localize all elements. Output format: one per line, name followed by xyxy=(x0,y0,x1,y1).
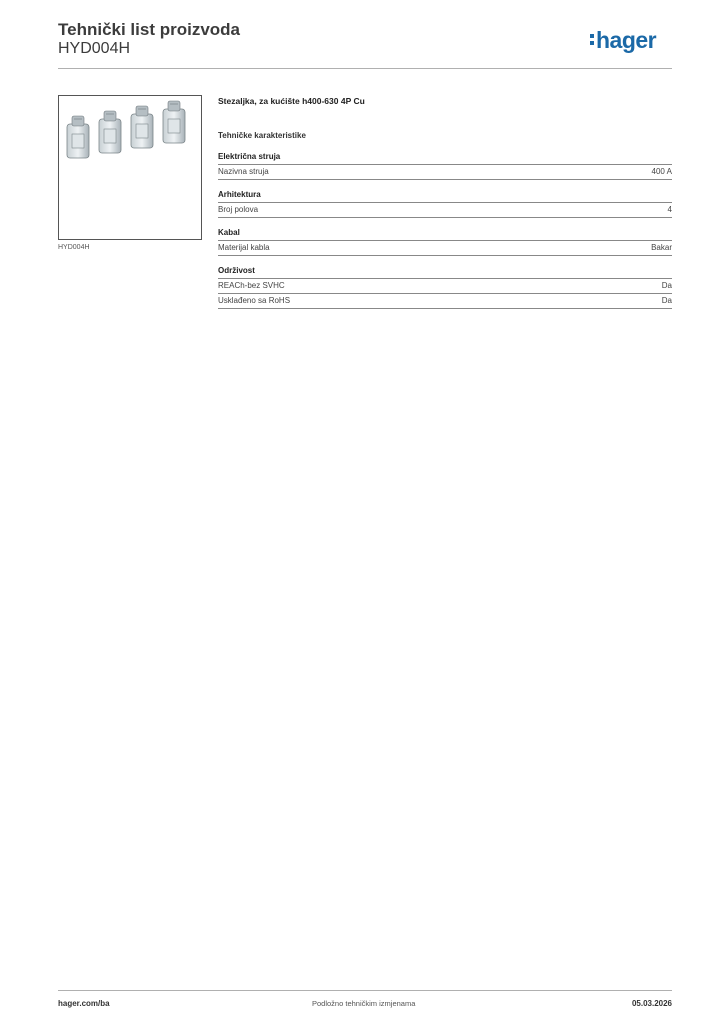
spec-value: Bakar xyxy=(651,243,672,252)
spec-label: Nazivna struja xyxy=(218,167,269,176)
spec-group-electric-current xyxy=(218,152,672,180)
spec-value: Da xyxy=(661,281,672,290)
product-code: HYD004H xyxy=(58,40,131,57)
group-title: Električna struja xyxy=(218,152,672,165)
footer-date: 05.03.2026 xyxy=(631,999,672,1008)
spec-group-cable xyxy=(218,228,672,256)
tech-characteristics-heading: Tehničke karakteristike xyxy=(218,131,306,140)
footer-divider xyxy=(58,990,672,991)
spec-row xyxy=(218,203,672,218)
product-description: Stezaljka, za kućište h400-630 4P Cu xyxy=(218,96,365,106)
page-title: Tehnički list proizvoda xyxy=(58,20,240,39)
group-title: Održivost xyxy=(218,266,672,279)
footer-notice: Podložno tehničkim izmjenama xyxy=(312,999,416,1008)
spec-group-architecture xyxy=(218,190,672,218)
spec-label: Broj polova xyxy=(218,205,259,214)
logo-text: hager xyxy=(596,27,657,53)
spec-row xyxy=(218,165,672,180)
spec-value: 400 A xyxy=(651,167,672,176)
spec-row xyxy=(218,294,672,309)
spec-label: REACh-bez SVHC xyxy=(218,281,285,290)
spec-label: Usklađeno sa RoHS xyxy=(218,296,291,305)
spec-row xyxy=(218,279,672,294)
header-divider xyxy=(58,68,672,69)
spec-row xyxy=(218,241,672,256)
spec-content xyxy=(218,96,672,319)
image-caption: HYD004H xyxy=(58,244,90,251)
logo-dots-icon xyxy=(590,34,594,45)
spec-label: Materijal kabla xyxy=(218,243,270,252)
terminal-clamps-illustration xyxy=(59,96,201,239)
footer-website: hager.com/ba xyxy=(58,999,110,1008)
group-title: Arhitektura xyxy=(218,190,672,203)
spec-group-sustainability xyxy=(218,266,672,309)
product-image xyxy=(58,95,202,240)
spec-value: 4 xyxy=(667,205,672,214)
group-title: Kabal xyxy=(218,228,672,241)
spec-value: Da xyxy=(661,296,672,305)
hager-logo xyxy=(590,27,656,53)
